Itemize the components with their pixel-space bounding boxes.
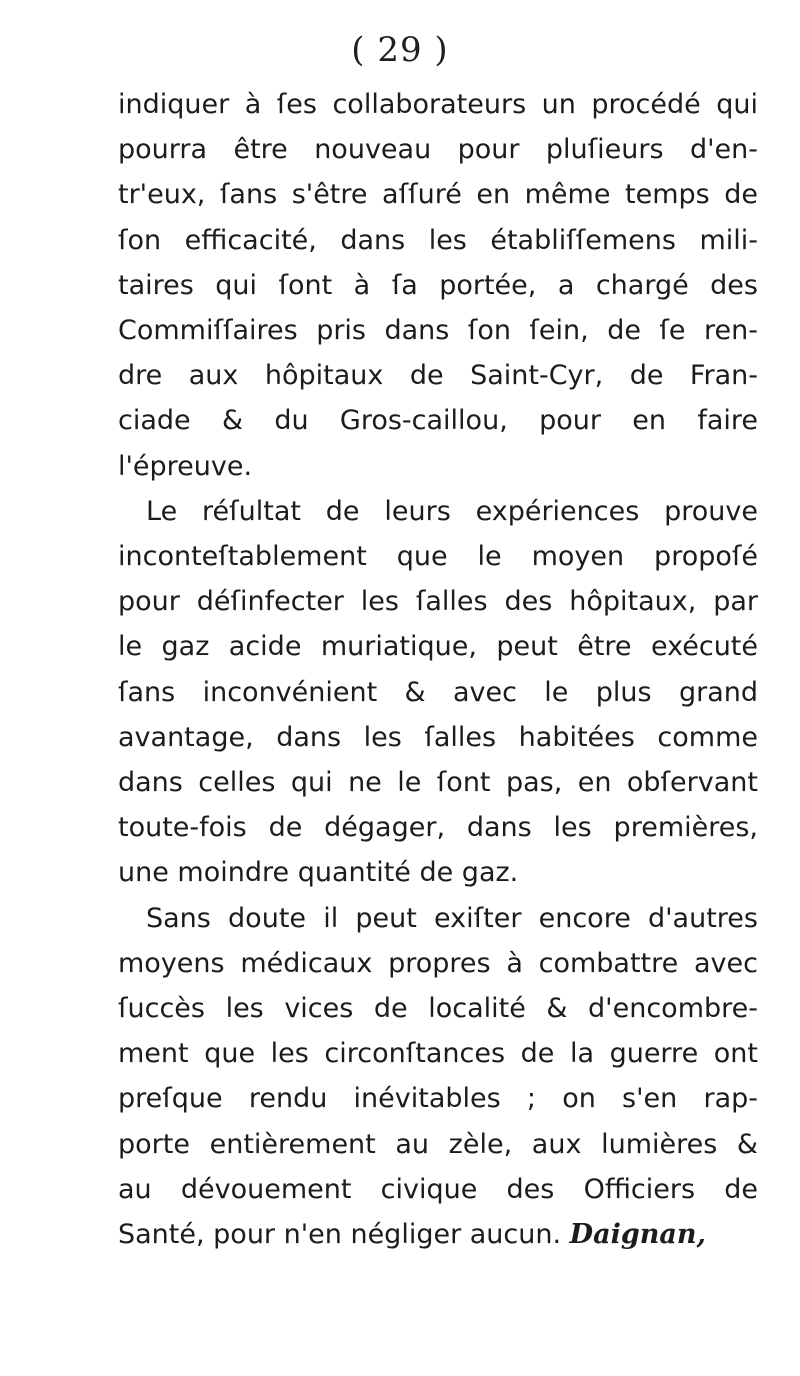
text-line-content: pour déſinfecter les ſalles des hôpitaux, par	[118, 586, 758, 618]
text-line-content: preſque rendu inévitables ; on s'en rap-	[118, 1083, 758, 1115]
text-line-content: Sans doute il peut exiſter encore d'autres	[146, 902, 758, 934]
text-line-content: dre aux hôpitaux de Saint-Cyr, de Fran-	[118, 360, 758, 392]
text-line	[118, 308, 758, 353]
text-line-content: moyens médicaux propres à combattre avec	[118, 947, 758, 979]
text-line-content: Commiſſaires pris dans ſon ſein, de ſe ren-	[118, 315, 758, 347]
text-line-content: l'épreuve.	[118, 450, 253, 482]
text-line	[118, 579, 758, 624]
page-number: ( 29 )	[351, 30, 449, 70]
text-line	[118, 218, 758, 263]
text-line	[118, 1212, 758, 1257]
text-line	[118, 444, 758, 489]
text-line-content: pourra être nouveau pour pluſieurs d'en-	[118, 134, 758, 166]
text-line-content: porte entièrement au zèle, aux lumières &	[118, 1128, 758, 1160]
text-line	[118, 398, 758, 443]
text-line-content: ſon efficacité, dans les établiſſemens mili-	[118, 224, 758, 256]
text-line-content: ſuccès les vices de localité & d'encombre-	[118, 993, 758, 1025]
text-line	[118, 896, 758, 941]
text-line-content: toute-fois de dégager, dans les premières,	[118, 812, 758, 844]
text-line	[118, 353, 758, 398]
text-line	[118, 715, 758, 760]
text-line	[118, 986, 758, 1031]
text-line	[118, 941, 758, 986]
text-line-content: ment que les circonſtances de la guerre ont	[118, 1038, 758, 1070]
catchword: Daignan,	[569, 1219, 706, 1251]
text-line-content: inconteſtablement que le moyen propoſé	[118, 541, 758, 573]
text-line	[118, 805, 758, 850]
text-line-content: Le réſultat de leurs expériences prouve	[146, 495, 758, 527]
text-line	[118, 1167, 758, 1212]
text-line-content: taires qui ſont à ſa portée, a chargé des	[118, 269, 758, 301]
text-line	[118, 1122, 758, 1167]
text-line-content: dans celles qui ne le ſont pas, en obſervant	[118, 767, 758, 799]
text-line	[118, 850, 758, 895]
text-line	[118, 670, 758, 715]
text-line	[118, 534, 758, 579]
text-line-content: Santé, pour n'en négliger aucun.	[118, 1219, 562, 1251]
text-line	[118, 82, 758, 127]
text-line	[118, 263, 758, 308]
text-line-content: avantage, dans les ſalles habitées comme	[118, 721, 758, 753]
text-line	[118, 624, 758, 669]
text-line-content: une moindre quantité de gaz.	[118, 857, 519, 889]
page-body-text	[118, 82, 758, 1257]
text-line	[118, 1076, 758, 1121]
text-line-content: tr'eux, ſans s'être aſſuré en même temps de	[118, 179, 758, 211]
text-line-content: au dévouement civique des Officiers de	[118, 1173, 758, 1205]
text-line	[118, 1031, 758, 1076]
text-line	[118, 172, 758, 217]
text-line	[118, 489, 758, 534]
text-line-content: ciade & du Gros-caillou, pour en faire	[118, 405, 758, 437]
text-line	[118, 760, 758, 805]
text-line	[118, 127, 758, 172]
text-line-content: le gaz acide muriatique, peut être exécuté	[118, 631, 758, 663]
text-line-content: indiquer à ſes collaborateurs un procédé qui	[118, 89, 758, 120]
text-line-content: ſans inconvénient & avec le plus grand	[118, 676, 758, 708]
